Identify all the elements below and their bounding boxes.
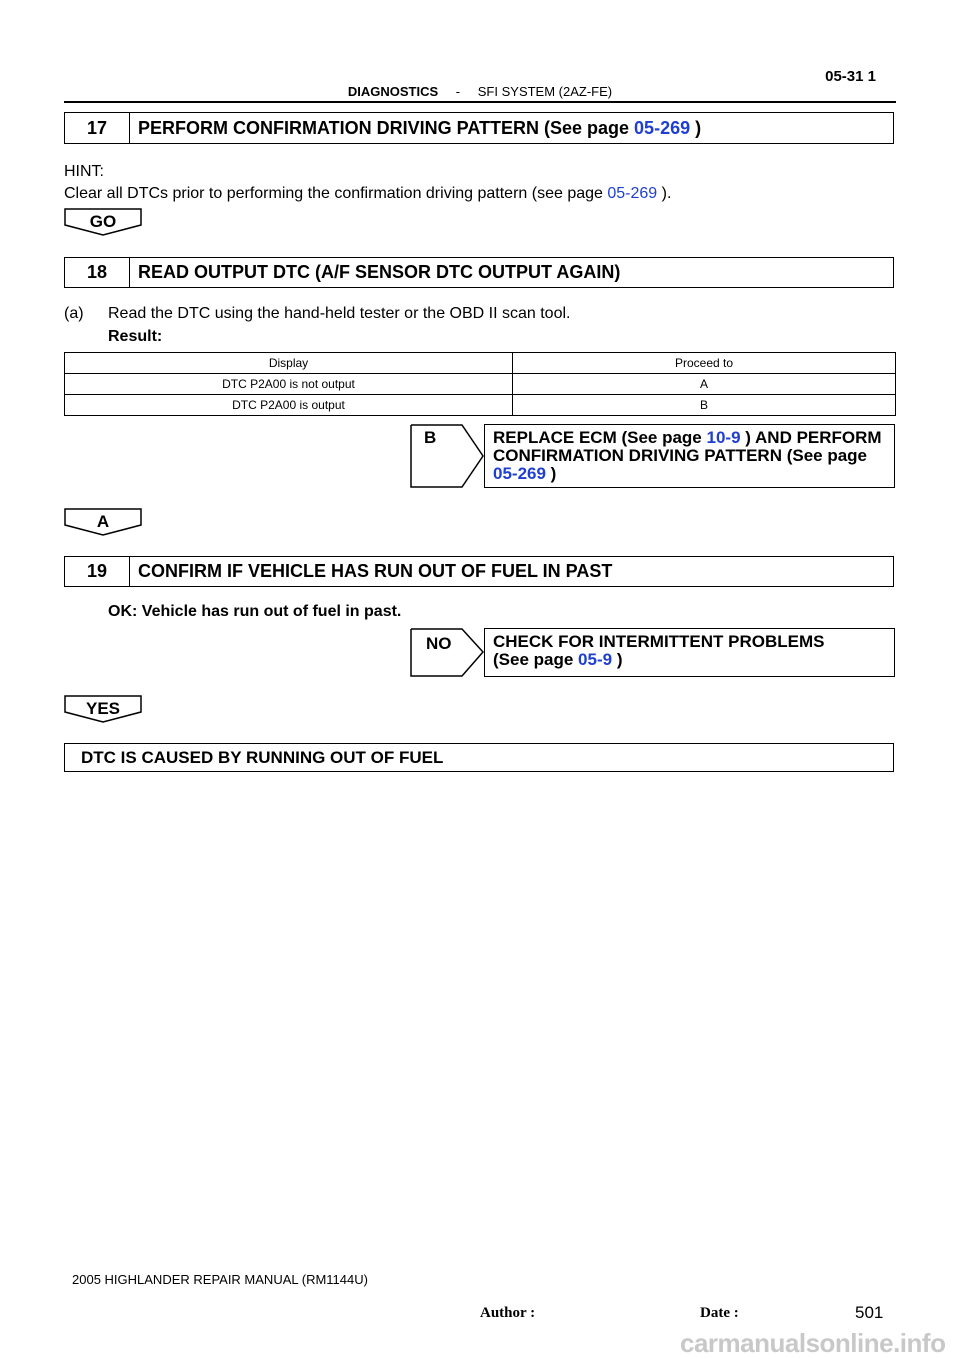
branch-no-arrow	[410, 628, 484, 677]
branch-no-line1: CHECK FOR INTERMITTENT PROBLEMS	[493, 632, 825, 651]
a-badge-label: A	[96, 512, 110, 531]
branch-no-box	[484, 628, 895, 677]
branch-no-link[interactable]: 05-9	[578, 650, 613, 669]
branch-b-key: B	[424, 428, 437, 447]
page-header	[0, 84, 960, 99]
header-rule	[64, 101, 896, 103]
table-row	[65, 374, 896, 395]
header-section: DIAGNOSTICS	[347, 84, 439, 99]
go-badge	[64, 208, 142, 236]
ok-condition: OK: Vehicle has run out of fuel in past.	[108, 603, 402, 620]
step-19-box	[64, 556, 894, 587]
author-label: Author :	[480, 1305, 536, 1321]
branch-b-line2: CONFIRMATION DRIVING PATTERN (See page	[493, 446, 868, 465]
result-table	[64, 352, 896, 416]
yes-badge-label: YES	[85, 699, 121, 718]
table-cell: DTC P2A00 is output	[65, 395, 513, 416]
branch-b-line1: REPLACE ECM (See page 10-9 ) AND PERFORM	[493, 428, 882, 447]
step-17-number: 17	[65, 113, 130, 143]
step-18-number: 18	[65, 258, 130, 287]
branch-b-line3: 05-269 )	[493, 464, 557, 483]
header-subsection: SFI SYSTEM (2AZ-FE)	[477, 84, 613, 99]
watermark: carmanualsonline.info	[680, 1328, 946, 1358]
manual-title: 2005 HIGHLANDER REPAIR MANUAL (RM1144U)	[72, 1272, 368, 1287]
table-header: Display	[65, 353, 513, 374]
table-header: Proceed to	[513, 353, 896, 374]
table-cell: B	[513, 395, 896, 416]
table-cell: DTC P2A00 is not output	[65, 374, 513, 395]
result-label: Result:	[108, 328, 163, 345]
date-label: Date :	[700, 1305, 739, 1321]
step-17-title: PERFORM CONFIRMATION DRIVING PATTERN (See page 05-269 )	[138, 117, 702, 138]
table-cell: A	[513, 374, 896, 395]
hint-text: Clear all DTCs prior to performing the confirmation driving pattern (see page 05-269 ).	[64, 185, 672, 202]
branch-b-box	[484, 424, 895, 488]
table-row	[65, 395, 896, 416]
page-number: 501	[855, 1303, 884, 1322]
step-17-page-link[interactable]: 05-269	[634, 117, 691, 138]
a-badge	[64, 508, 142, 536]
page-code: 05-31 1	[825, 68, 876, 85]
step-18-title: READ OUTPUT DTC (A/F SENSOR DTC OUTPUT AGAIN)	[138, 262, 621, 282]
branch-b-link-ecm[interactable]: 10-9	[706, 428, 741, 447]
header-separator: -	[455, 84, 461, 99]
result-box	[64, 743, 894, 772]
step-18-item-text: Read the DTC using the hand-held tester or the OBD II scan tool.	[108, 305, 571, 322]
step-19-title: CONFIRM IF VEHICLE HAS RUN OUT OF FUEL IN PAST	[138, 561, 613, 581]
step-18-item-marker: (a)	[64, 305, 84, 322]
go-badge-label: GO	[89, 212, 117, 231]
branch-b-arrow	[410, 424, 484, 488]
branch-no-line2: (See page 05-9 )	[493, 650, 623, 669]
yes-badge	[64, 695, 142, 723]
branch-b-link-pattern[interactable]: 05-269	[493, 464, 546, 483]
result-text: DTC IS CAUSED BY RUNNING OUT OF FUEL	[81, 747, 444, 767]
hint-label: HINT:	[64, 163, 104, 180]
step-18-box	[64, 257, 894, 288]
hint-page-link[interactable]: 05-269	[607, 185, 658, 202]
branch-no-key: NO	[426, 634, 452, 653]
step-17-box	[64, 112, 894, 144]
step-19-number: 19	[65, 557, 130, 586]
table-header-row	[65, 353, 896, 374]
